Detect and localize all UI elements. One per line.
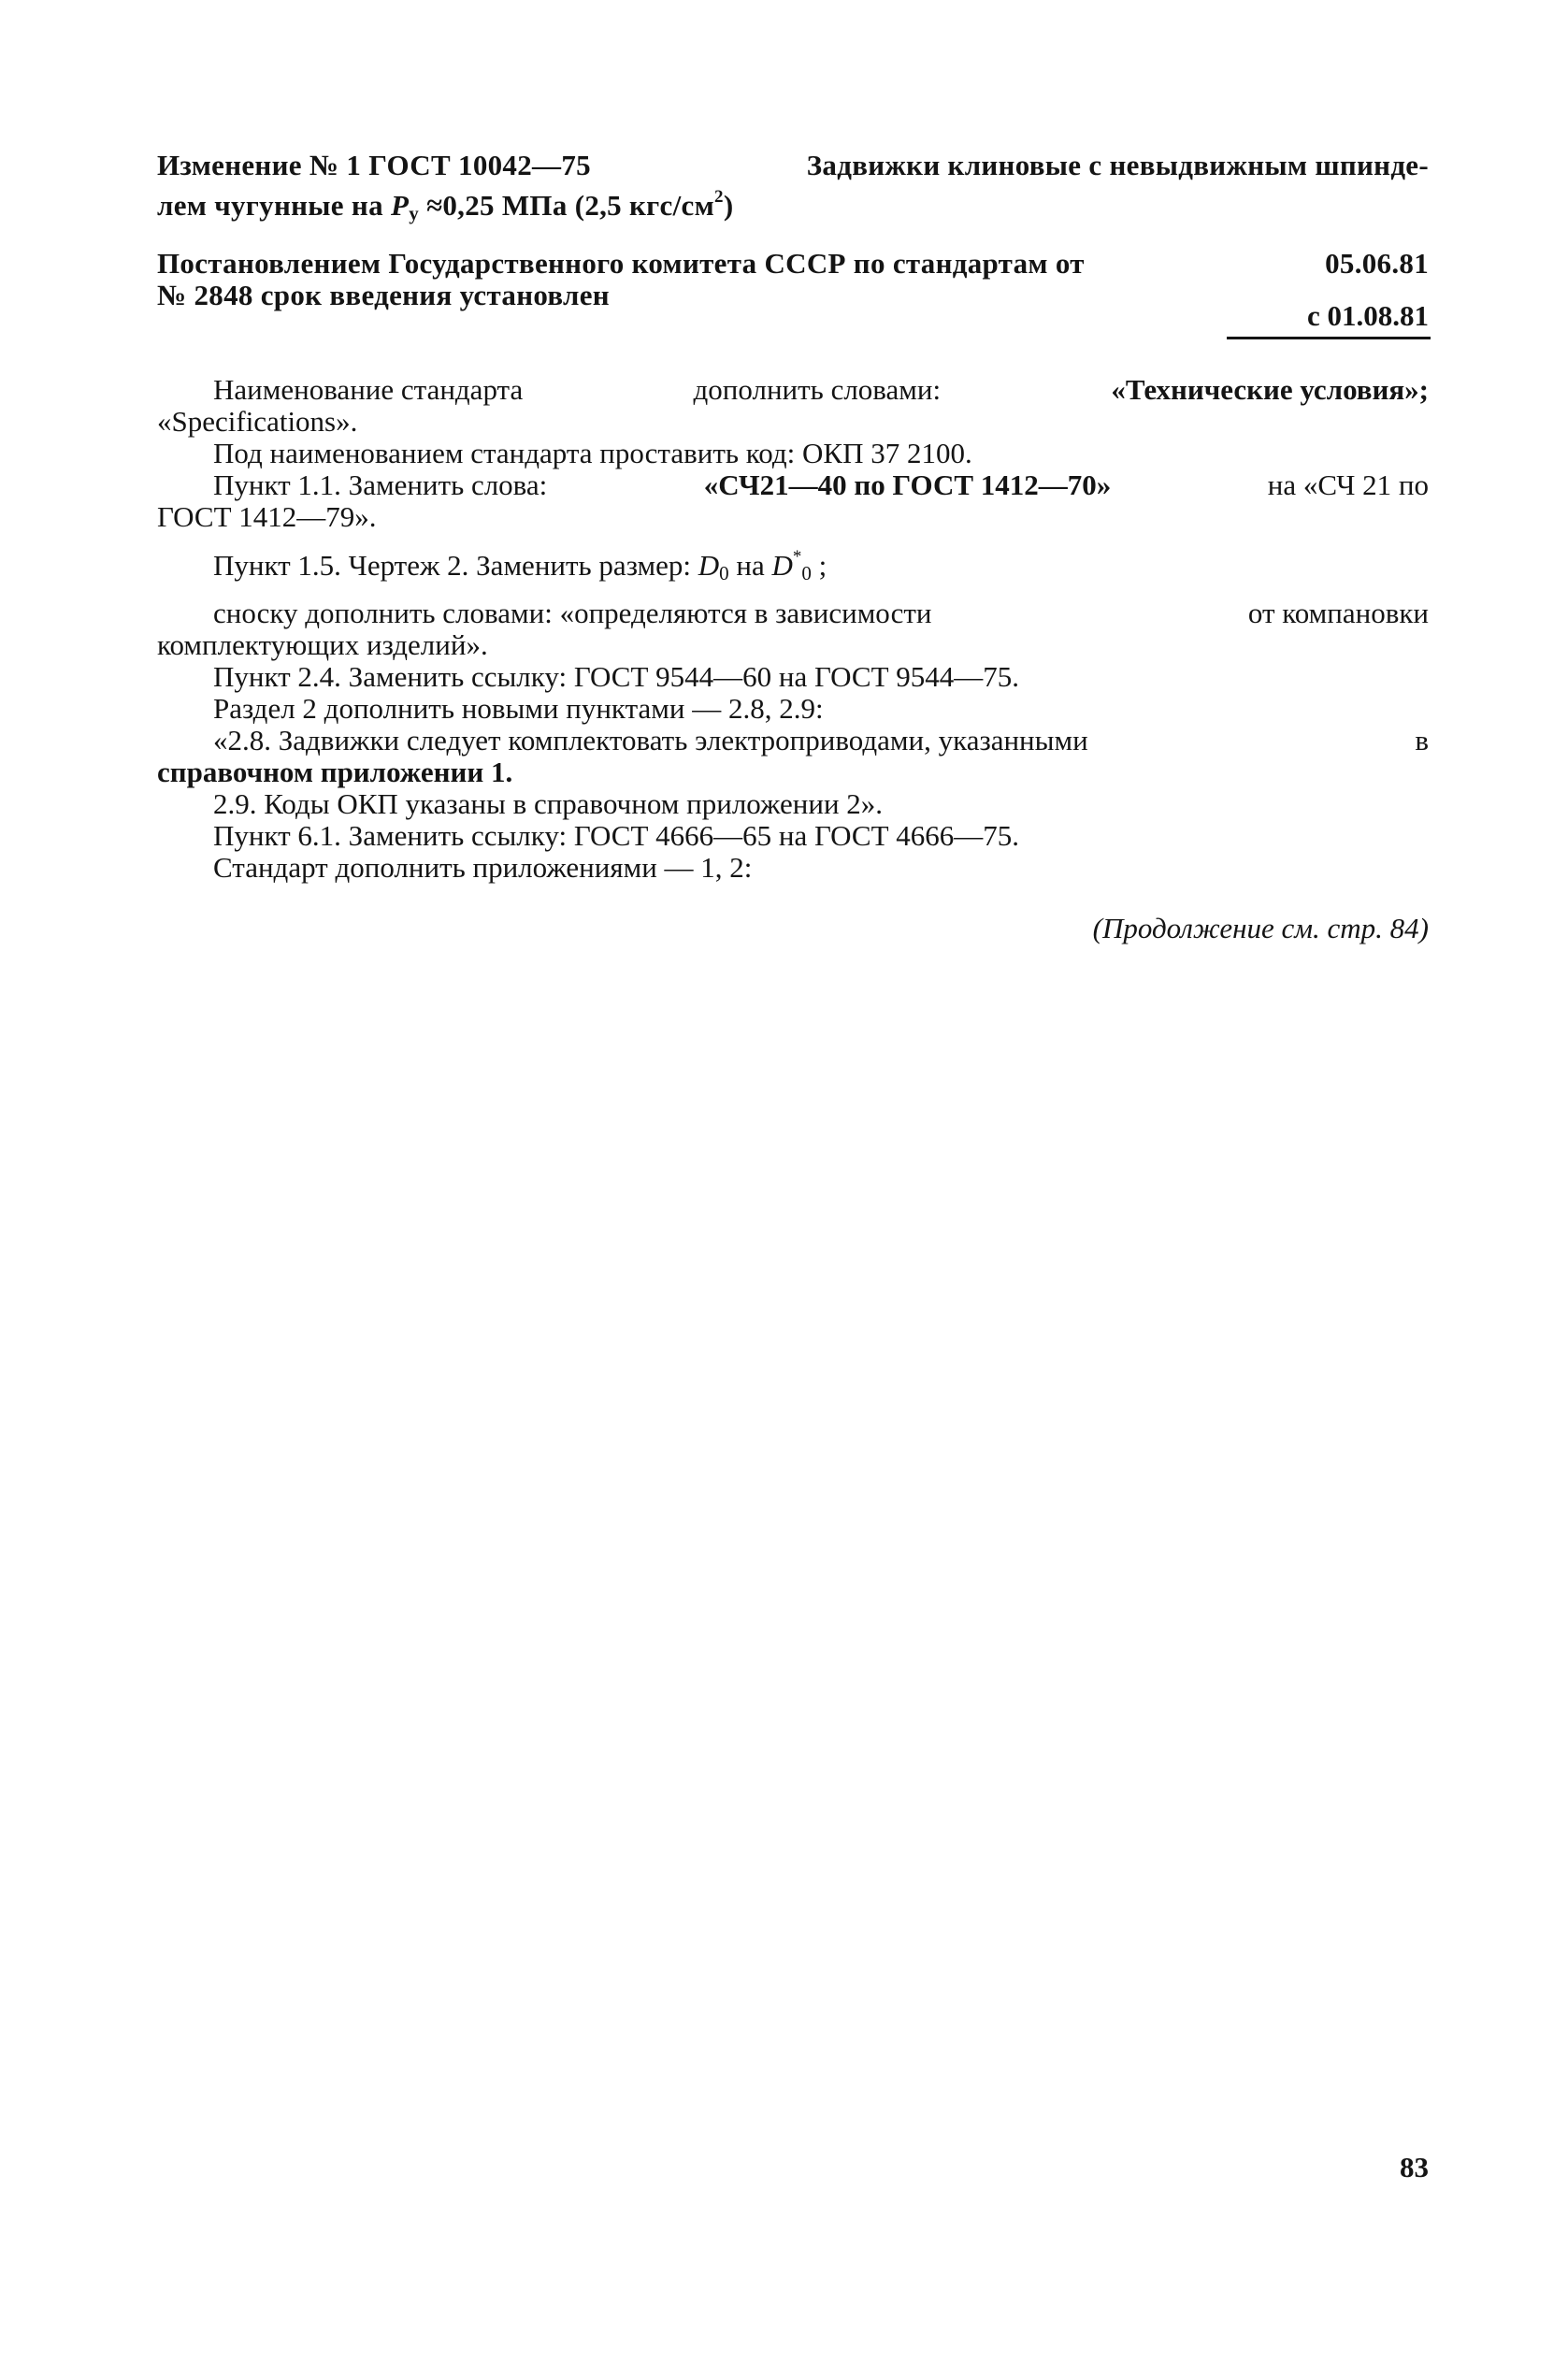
pressure-superscript: 2 [714,187,724,207]
paragraph-name-addition-line-2: «Specifications». [157,405,358,438]
paragraph-clause-1-5 [157,541,1429,589]
paragraph-clause-2-8 [157,725,1429,756]
pressure-close: ) [723,189,734,222]
change-title-line-1 [157,150,1429,181]
p8-part-a: «2.8. Задвижки следует комплектовать электроприводами, указанными [213,724,1088,756]
p1-part-a: Наименование стандарта [213,373,524,406]
change-prefix: Изменение [157,149,302,181]
p1-part-c: «Технические условия»; [1111,373,1429,406]
paragraph-footnote-line-2: комплектующих изделий». [157,628,488,661]
change-title-line2-start: лем чугунные на [157,189,383,222]
paragraph-clause-2-8-line-2: справочном приложении 1. [157,756,513,788]
p4-start: Пункт 1.5. Чертеж 2. Заменить размер: [213,549,691,582]
p3-part-a: Пункт 1.1. Заменить слова: [213,468,548,501]
pressure-subscript: у [409,202,419,224]
p5-part-a: сноску дополнить словами: «определяются в зависимости [213,597,932,629]
change-number-sign: № [309,149,339,181]
p4-dimension-new: D [771,549,793,582]
change-header [157,150,1429,311]
paragraph-okp-code: Под наименованием стандарта проставить код: ОКП 37 2100. [213,437,972,469]
introduction-date-underline [1227,337,1431,339]
p1-part-b: дополнить словами: [693,373,942,406]
decree-date: 05.06.81 [1325,247,1429,280]
p3-part-b: «СЧ21—40 по ГОСТ 1412—70» [703,468,1112,501]
change-title-rest: Задвижки клиновые с невыдвижным шпинде- [806,149,1429,181]
decree-text: Постановлением Государственного комитета СССР по стандартам от [157,247,1085,280]
p4-dimension: D [698,549,720,582]
paragraph-footnote [157,598,1429,629]
paragraph-appendices: Стандарт дополнить приложениями — 1, 2: [213,851,753,884]
paragraph-name-addition [157,374,1429,406]
paragraph-clause-2-4: Пункт 2.4. Заменить ссылку: ГОСТ 9544—60 на ГОСТ 9544—75. [213,660,1020,693]
change-body [157,374,1429,884]
decree-line-1 [157,248,1429,280]
introduction-date: с 01.08.81 [1306,299,1429,332]
paragraph-clause-1-1 [157,469,1429,501]
paragraph-section-2: Раздел 2 дополнить новыми пунктами — 2.8, 2.9: [213,692,824,725]
paragraph-clause-1-1-line-2: ГОСТ 1412—79». [157,500,377,533]
p3-part-c: на «СЧ 21 по [1267,468,1429,501]
p4-dimension-star: * [792,547,802,567]
standard-reference: ГОСТ 10042—75 [368,149,591,181]
pressure-symbol: P [390,189,410,222]
p4-dimension-new-subscript: 0 [801,562,812,584]
p5-part-b: от компановки [1247,597,1429,629]
pressure-value: ≈0,25 МПа (2,5 кгс/см [426,189,715,222]
paragraph-clause-2-9: 2.9. Коды ОКП указаны в справочном приложении 2». [213,787,884,820]
page-number: 83 [1400,2151,1429,2183]
change-number: 1 [346,149,362,181]
p4-mid: на [736,549,765,582]
p4-dimension-subscript: 0 [719,562,729,584]
p4-end: ; [818,549,827,582]
change-title-line-2 [157,181,1429,229]
p8-part-b: в [1415,724,1429,756]
decree-number: № 2848 срок введения установлен [157,279,610,311]
continuation-note: (Продолжение см. стр. 84) [1092,912,1429,944]
paragraph-clause-6-1: Пункт 6.1. Заменить ссылку: ГОСТ 4666—65 на ГОСТ 4666—75. [213,819,1020,852]
